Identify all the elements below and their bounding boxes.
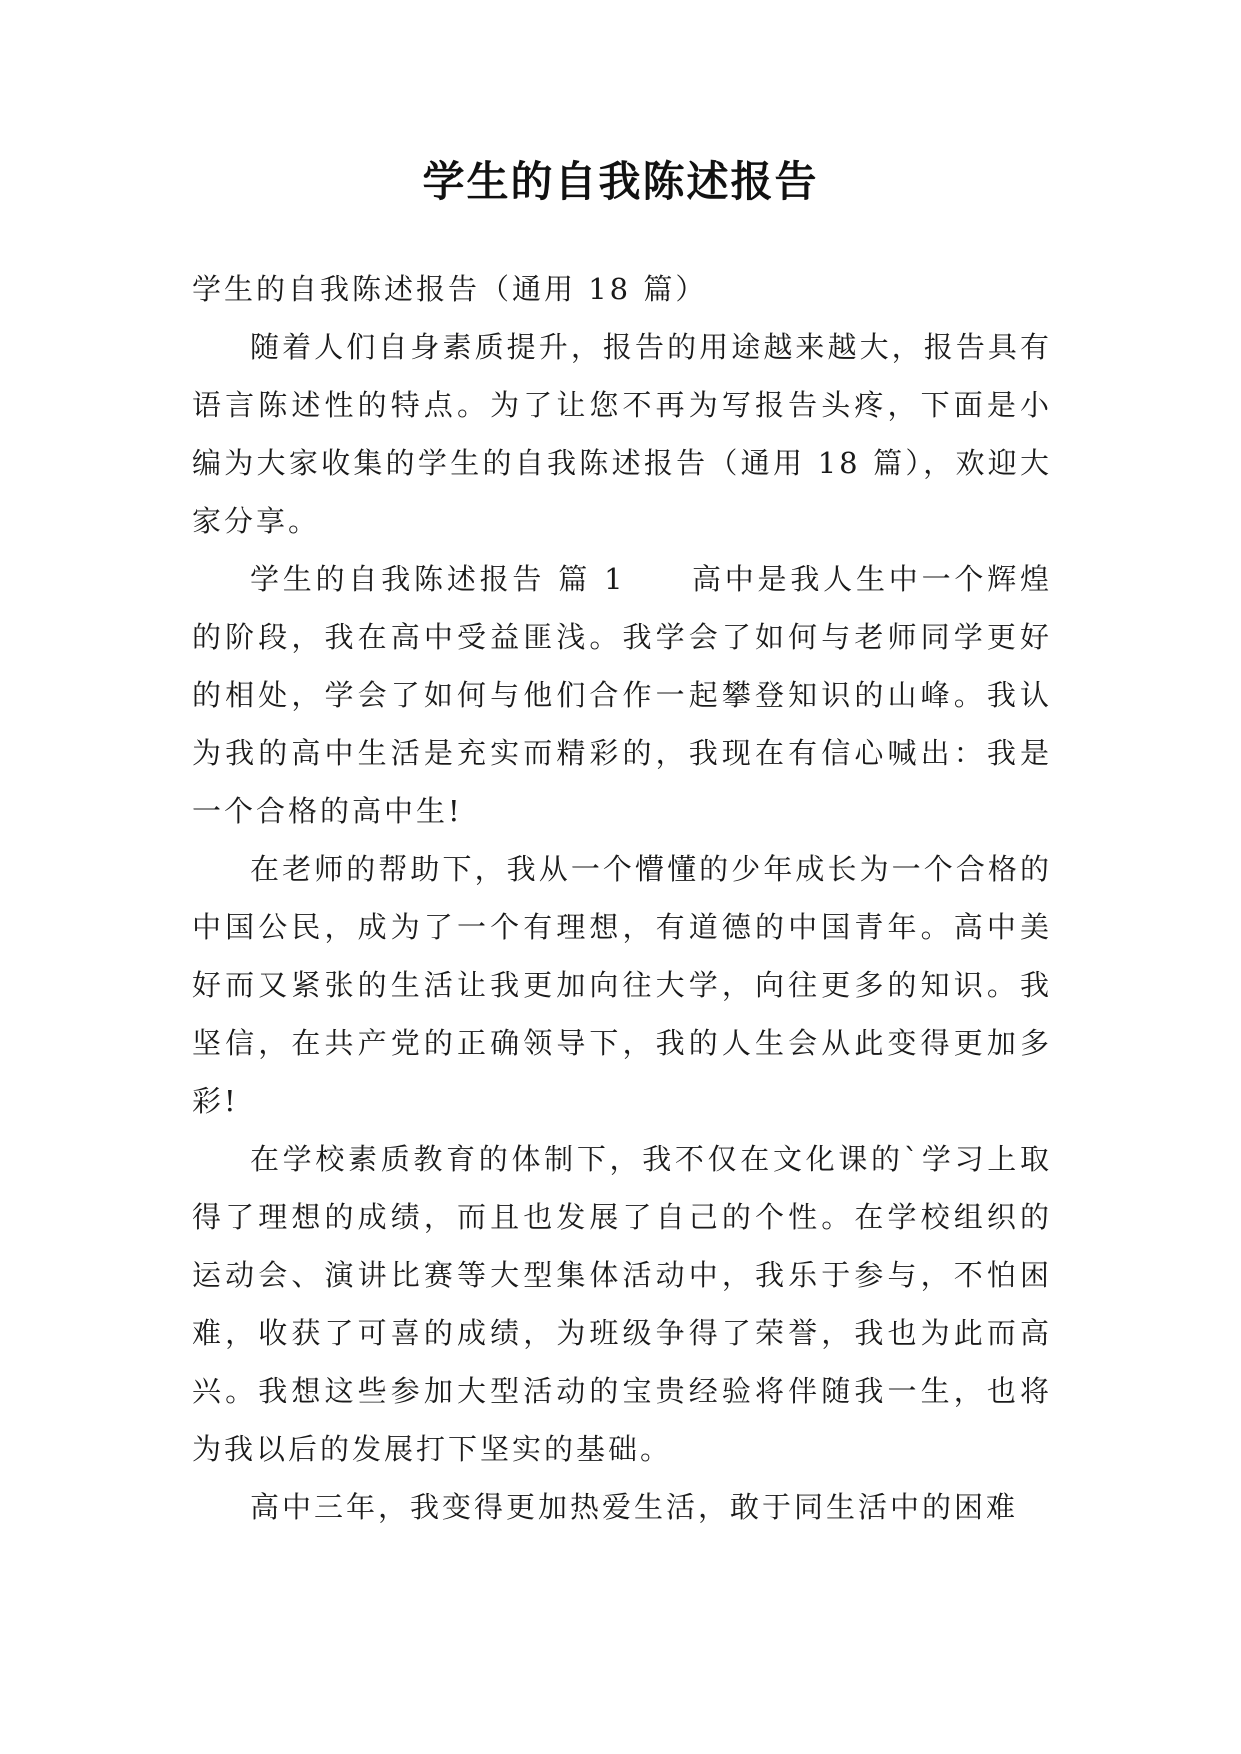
paragraph-three-years: 高中三年，我变得更加热爱生活，敢于同生活中的困难 [250,1490,1019,1524]
paragraph-quality-education: 在学校素质教育的体制下，我不仅在文化课的`学习上取得了理想的成绩，而且也发展了自己的个性。在学校组织的运动会、演讲比赛等大型集体活动中，我乐于参与，不怕困难，收获了可喜的成绩，为班级争得了荣誉，我也为此而高兴。我想这些参加大型活动的宝贵经验将伴随我一生，也将为我以后的发展打下坚实的基础。 [192,1142,1052,1466]
paragraph-teacher-help: 在老师的帮助下，我从一个懵懂的少年成长为一个合格的中国公民，成为了一个有理想，有道德的中国青年。高中美好而又紧张的生活让我更加向往大学，向往更多的知识。我坚信，在共产党的正确领导下，我的人生会从此变得更加多彩! [192,852,1052,1118]
document-subtitle: 学生的自我陈述报告（通用 18 篇） [192,272,708,306]
document-body [192,260,1052,1536]
paragraph-intro: 随着人们自身素质提升，报告的用途越来越大，报告具有语言陈述性的特点。为了让您不再为写报告头疼，下面是小编为大家收集的学生的自我陈述报告（通用 18 篇），欢迎大家分享。 [192,330,1052,538]
paragraph-section-1: 学生的自我陈述报告 篇 1 高中是我人生中一个辉煌的阶段，我在高中受益匪浅。我学会了如何与老师同学更好的相处，学会了如何与他们合作一起攀登知识的山峰。我认为我的高中生活是充实而精彩的，我现在有信心喊出：我是一个合格的高中生! [192,562,1052,828]
document-title: 学生的自我陈述报告 [422,157,819,206]
